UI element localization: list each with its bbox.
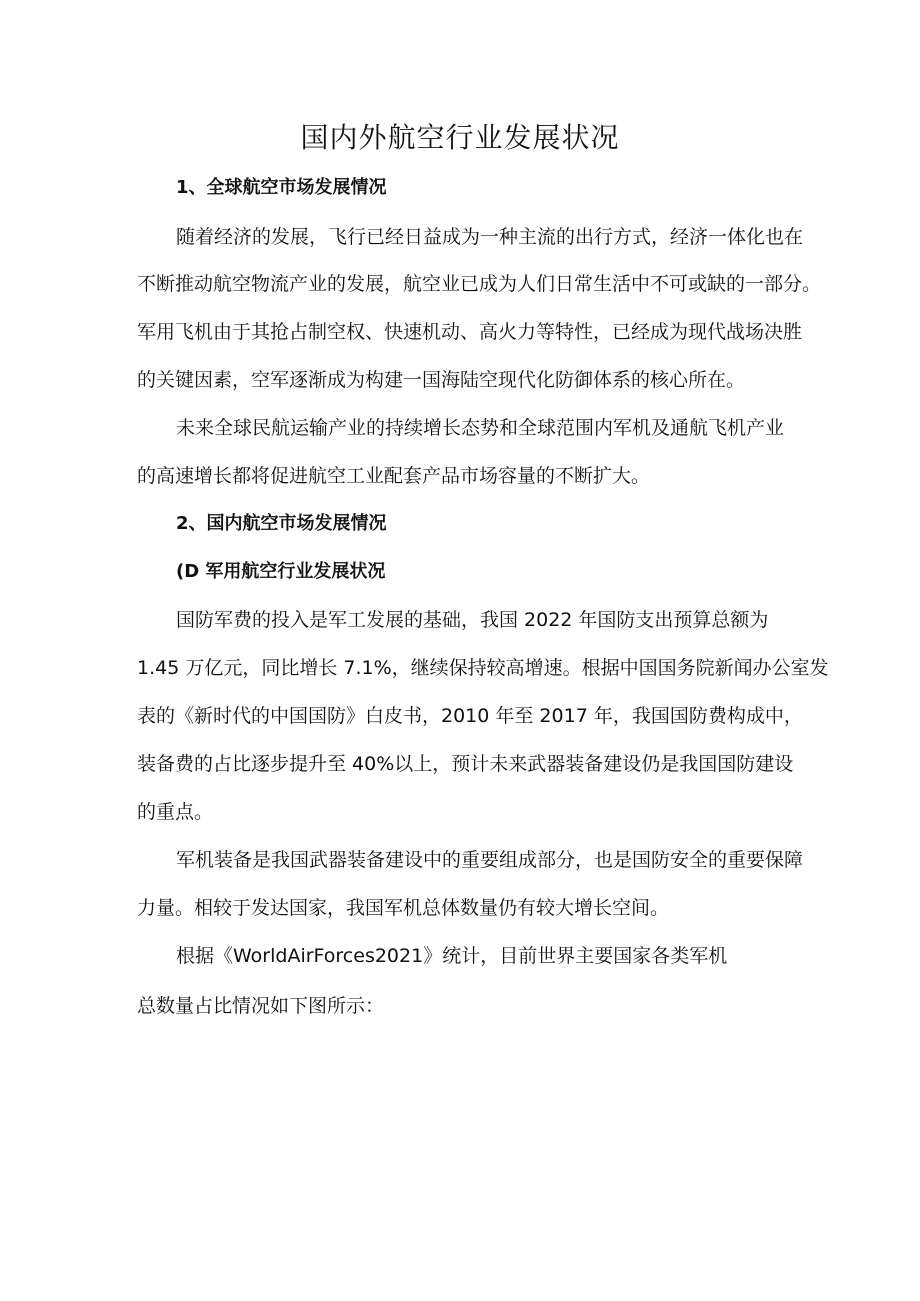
section-1-heading: 1、全球航空市场发展情况 xyxy=(176,177,387,198)
paragraph-2-line-2: 的高速增长都将促进航空工业配套产品市场容量的不断扩大。 xyxy=(137,465,651,487)
paragraph-1-line-4: 的关键因素，空军逐渐成为构建一国海陆空现代化防御体系的核心所在。 xyxy=(137,369,746,391)
paragraph-1-line-1: 随着经济的发展，飞行已经日益成为一种主流的出行方式，经济一体化也在 xyxy=(176,226,804,248)
paragraph-1-line-3: 军用飞机由于其抢占制空权、快速机动、高火力等特性，已经成为现代战场决胜 xyxy=(137,321,803,343)
paragraph-2-line-1: 未来全球民航运输产业的持续增长态势和全球范围内军机及通航飞机产业 xyxy=(176,417,785,439)
paragraph-3-line-5: 的重点。 xyxy=(137,801,214,823)
paragraph-3-line-4: 装备费的占比逐步提升至 40%以上，预计未来武器装备建设仍是我国国防建设 xyxy=(137,753,794,775)
paragraph-4-line-1: 军机装备是我国武器装备建设中的重要组成部分，也是国防安全的重要保障 xyxy=(176,849,804,871)
subsection-1-heading: (D 军用航空行业发展状况 xyxy=(176,561,386,582)
paragraph-5-line-1: 根据《WorldAirForces2021》统计，目前世界主要国家各类军机 xyxy=(176,945,728,967)
section-2-heading: 2、国内航空市场发展情况 xyxy=(176,513,387,534)
paragraph-3-line-1: 国防军费的投入是军工发展的基础，我国 2022 年国防支出预算总额为 xyxy=(176,609,769,631)
paragraph-3-line-2: 1.45 万亿元，同比增长 7.1%，继续保持较高增速。根据中国国务院新闻办公室发 xyxy=(137,657,829,679)
paragraph-5-line-2: 总数量占比情况如下图所示： xyxy=(137,995,385,1017)
paragraph-3-line-3: 表的《新时代的中国国防》白皮书，2010 年至 2017 年，我国国防费构成中， xyxy=(137,705,803,727)
paragraph-1-line-2: 不断推动航空物流产业的发展，航空业已成为人们日常生活中不可或缺的一部分。 xyxy=(137,273,822,295)
page-title: 国内外航空行业发展状况 xyxy=(300,121,620,154)
paragraph-4-line-2: 力量。相较于发达国家，我国军机总体数量仍有较大增长空间。 xyxy=(137,897,670,919)
